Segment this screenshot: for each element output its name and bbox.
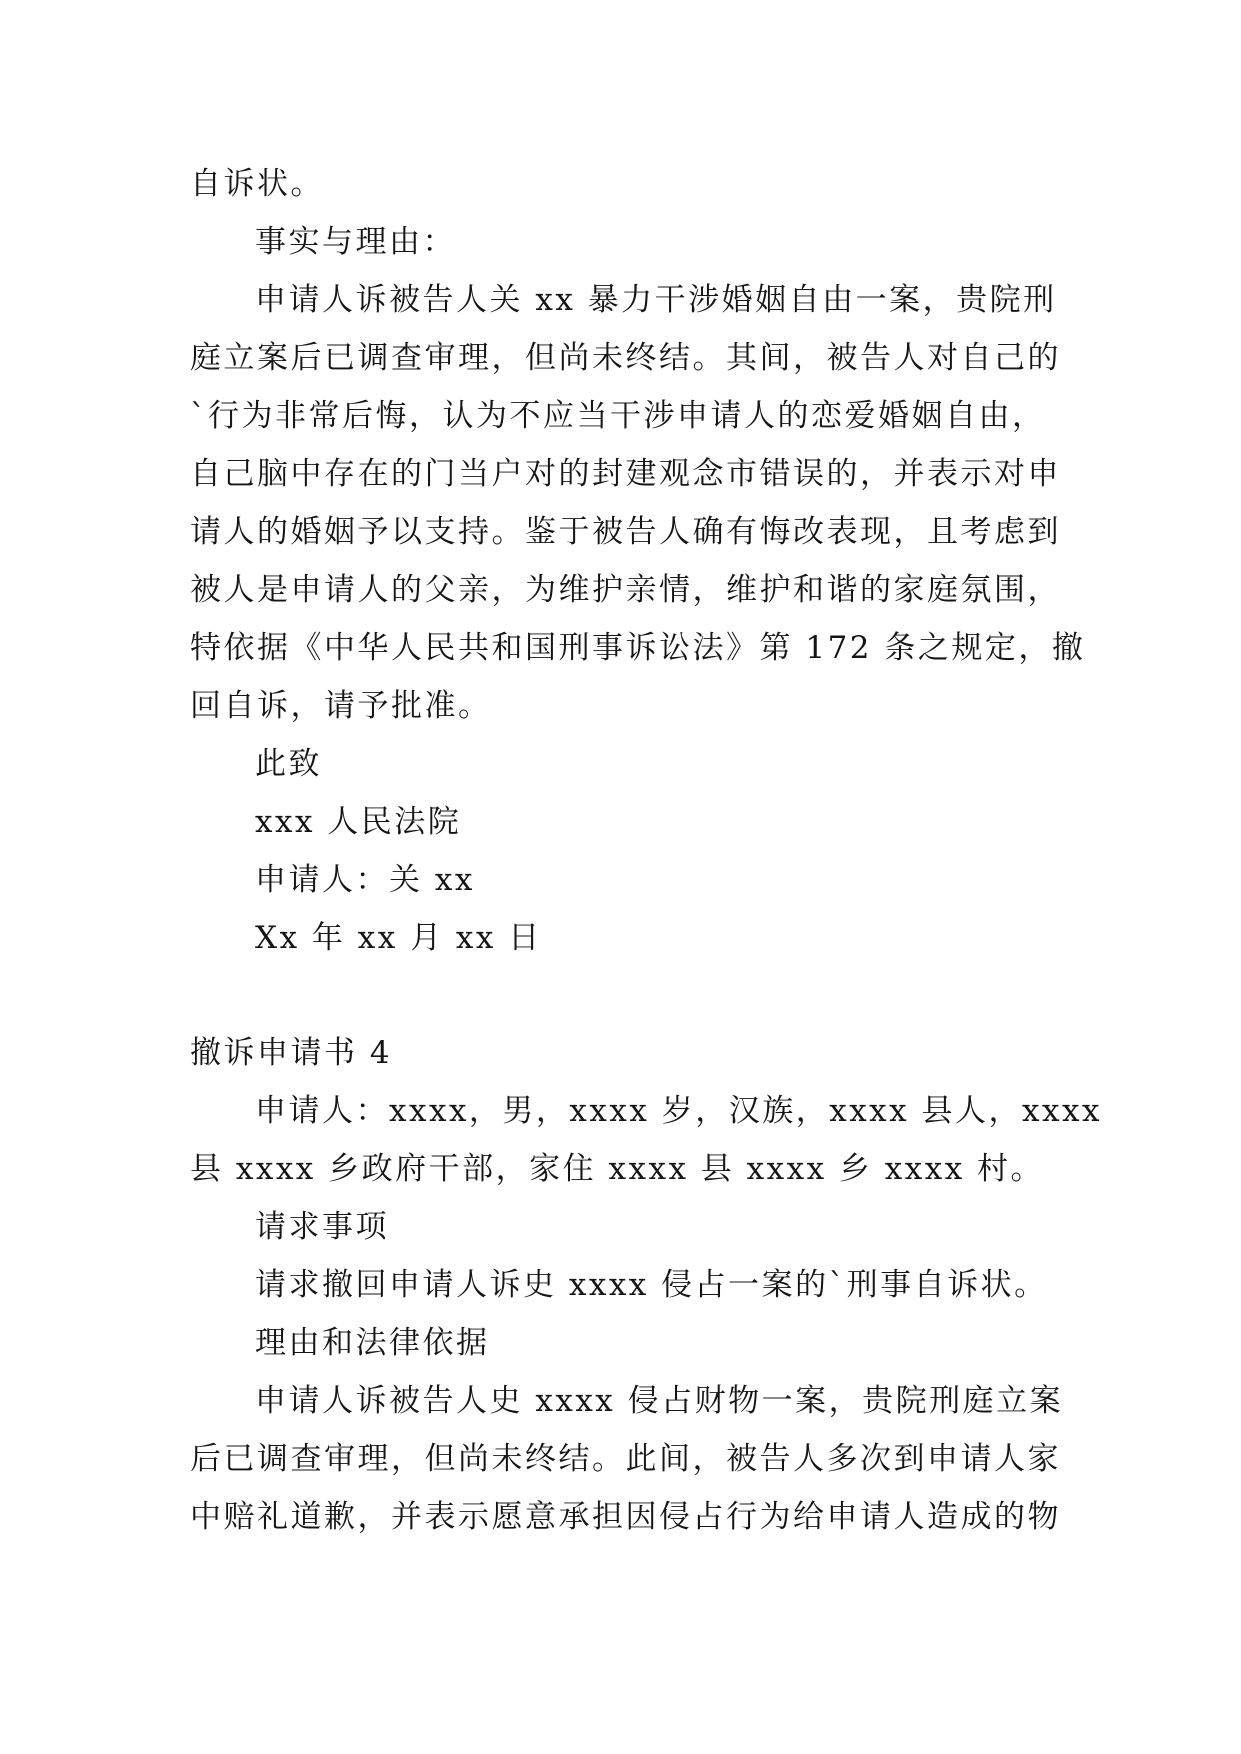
- text-line: 被人是申请人的父亲，为维护亲情，维护和谐的家庭氛围，: [190, 572, 1061, 608]
- text-line: `行为非常后悔，认为不应当干涉申请人的恋爱婚姻自由，: [190, 398, 1046, 434]
- section-heading: 理由和法律依据: [255, 1325, 490, 1361]
- text-line: 请求撤回申请人诉史 xxxx 侵占一案的`刑事自诉状。: [255, 1267, 1048, 1303]
- text-line: 庭立案后已调查审理，但尚未终结。其间，被告人对自己的: [190, 340, 1061, 376]
- text-line: 申请人诉被告人史 xxxx 侵占财物一案，贵院刑庭立案: [255, 1383, 1064, 1419]
- date-line: Xx 年 xx 月 xx 日: [255, 920, 542, 956]
- section-heading: 事实与理由：: [255, 224, 456, 260]
- text-line: 申请人：xxxx，男，xxxx 岁，汉族，xxxx 县人，xxxx: [255, 1093, 1102, 1129]
- text-line: 自己脑中存在的门当户对的封建观念市错误的，并表示对申: [190, 456, 1061, 492]
- text-line: 请人的婚姻予以支持。鉴于被告人确有悔改表现，且考虑到: [190, 514, 1061, 550]
- text-line: 回自诉，请予批准。: [190, 688, 492, 724]
- text-line: 特依据《中华人民共和国刑事诉讼法》第 172 条之规定，撤: [190, 630, 1086, 666]
- document-title: 撤诉申请书 4: [190, 1035, 393, 1071]
- text-line: 自诉状。: [190, 166, 324, 202]
- text-line: 后已调查审理，但尚未终结。此间，被告人多次到申请人家: [190, 1441, 1061, 1477]
- text-line: 县 xxxx 乡政府干部，家住 xxxx 县 xxxx 乡 xxxx 村。: [190, 1151, 1045, 1187]
- section-heading: 请求事项: [255, 1209, 389, 1245]
- text-line: 中赔礼道歉，并表示愿意承担因侵占行为给申请人造成的物: [190, 1499, 1061, 1535]
- applicant-signature: 申请人：关 xx: [255, 862, 475, 898]
- recipient: xxx 人民法院: [255, 804, 462, 840]
- salutation: 此致: [255, 746, 322, 782]
- text-line: 申请人诉被告人关 xx 暴力干涉婚姻自由一案，贵院刑: [255, 282, 1057, 318]
